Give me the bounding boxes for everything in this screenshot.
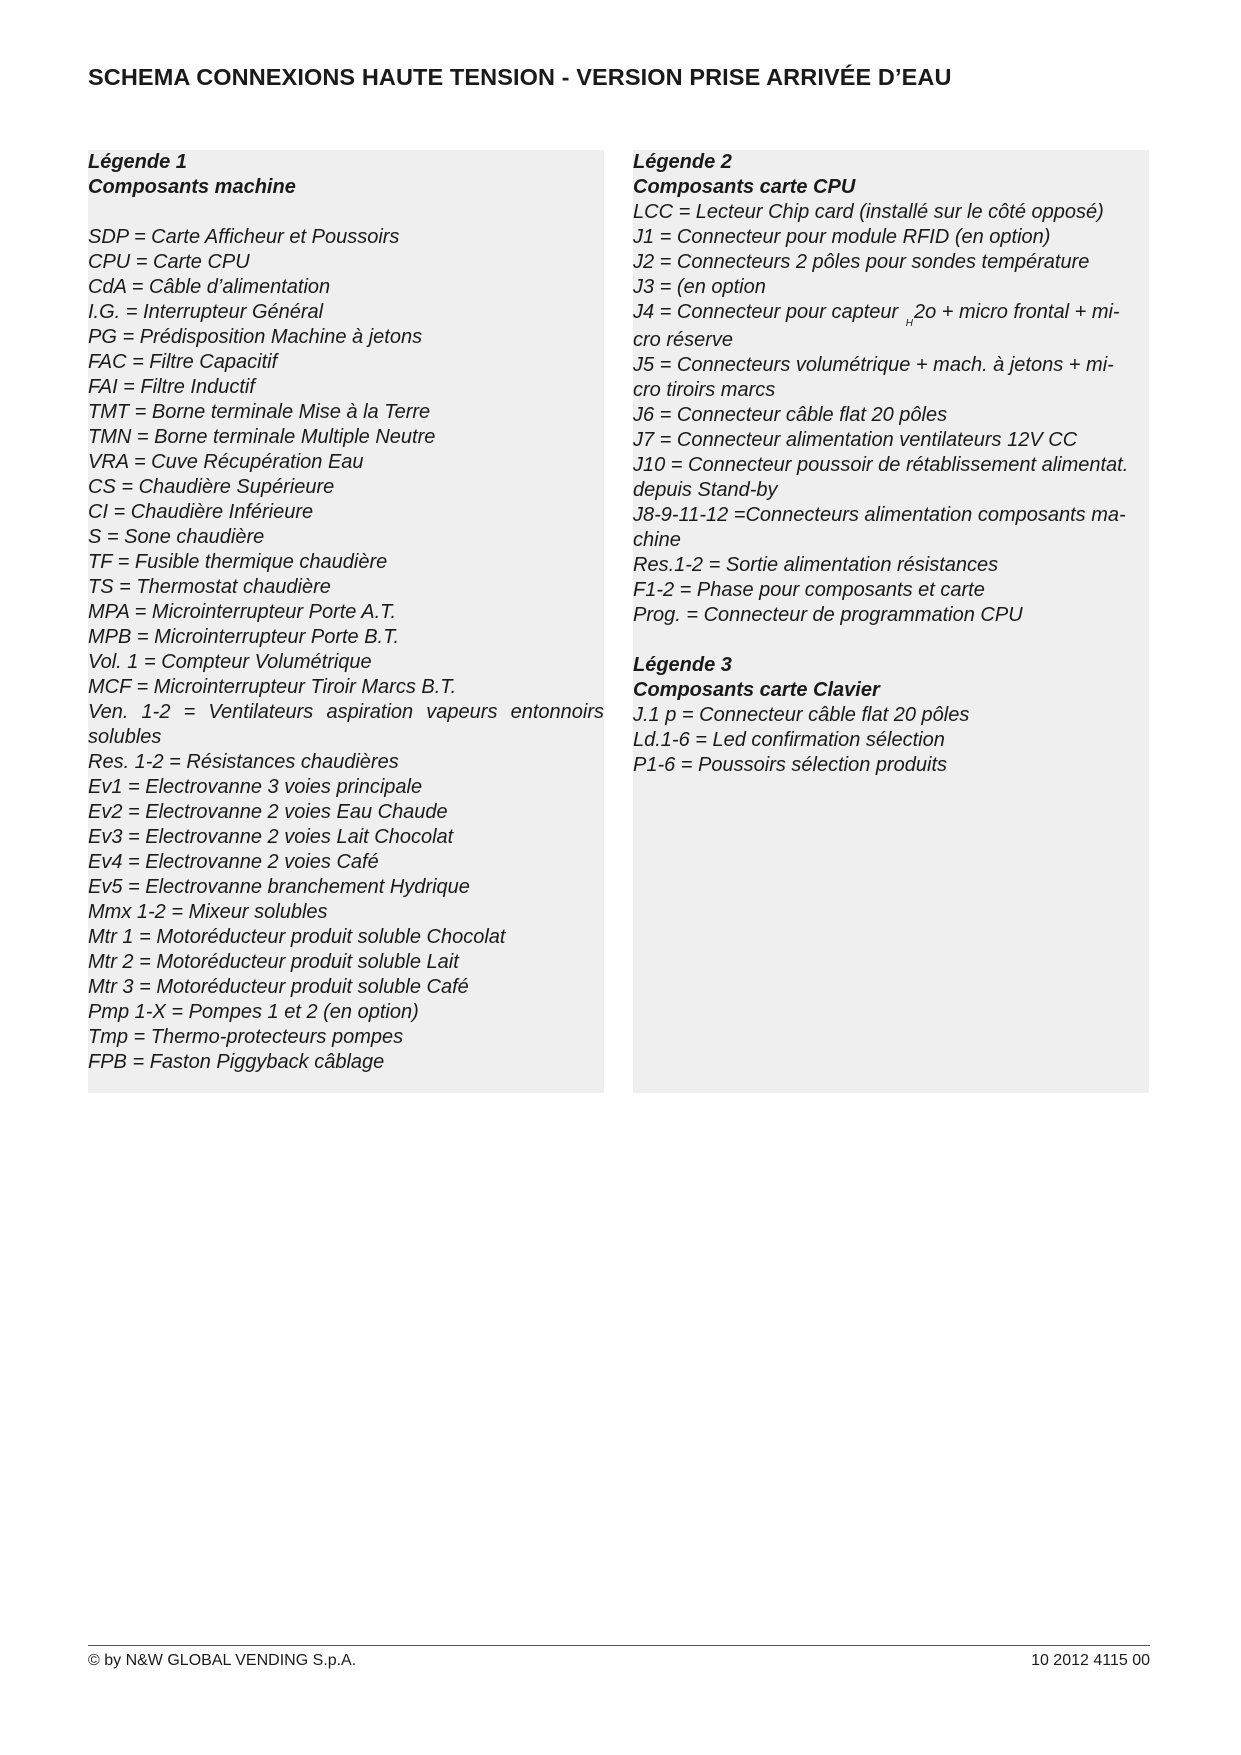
legend-item: Res.1-2 = Sortie alimentation résistances [633, 554, 999, 576]
legend-item: Ld.1-6 = Led confirmation sélection [633, 729, 945, 751]
legend-item: Mtr 1 = Motoréducteur produit soluble Chocolat [88, 926, 506, 948]
legend-item: TMT = Borne terminale Mise à la Terre [88, 401, 431, 423]
legend-item-text: 2o + micro frontal + mi- [913, 301, 1120, 323]
legend-item: CdA = Câble d’alimentation [88, 276, 331, 298]
legend-1-heading: Légende 1 [88, 151, 187, 173]
legend-1-panel [88, 150, 604, 1093]
footer-copyright: © by N&W GLOBAL VENDING S.p.A. [88, 1652, 357, 1669]
legend-item: TF = Fusible thermique chaudière [88, 551, 388, 573]
spacer [88, 200, 604, 225]
legend-item: cro réserve [633, 329, 734, 351]
legend-item: Ven. 1-2 = Ventilateurs aspiration vapeurs entonnoirs [88, 701, 604, 723]
legend-2-3-panel [633, 150, 1149, 1093]
legend-2-subheading: Composants carte CPU [633, 176, 856, 198]
legend-item: MCF = Microinterrupteur Tiroir Marcs B.T. [88, 676, 457, 698]
legend-item: Mtr 2 = Motoréducteur produit soluble Lait [88, 951, 459, 973]
legend-item: MPB = Microinterrupteur Porte B.T. [88, 626, 400, 648]
legend-item: SDP = Carte Afficheur et Poussoirs [88, 226, 400, 248]
legend-item: J6 = Connecteur câble flat 20 pôles [633, 404, 948, 426]
legend-item: LCC = Lecteur Chip card (installé sur le côté opposé) [633, 201, 1104, 223]
legend-item: VRA = Cuve Récupération Eau [88, 451, 364, 473]
footer-divider [88, 1645, 1150, 1646]
legend-item: Tmp = Thermo-protecteurs pompes [88, 1026, 404, 1048]
legend-item: TS = Thermostat chaudière [88, 576, 331, 598]
legend-1-list [88, 150, 604, 1075]
spacer [633, 628, 1149, 653]
legend-item: Ev2 = Electrovanne 2 voies Eau Chaude [88, 801, 448, 823]
legend-item: TMN = Borne terminale Multiple Neutre [88, 426, 436, 448]
legend-item: F1-2 = Phase pour composants et carte [633, 579, 985, 601]
legend-2-heading: Légende 2 [633, 151, 732, 173]
legend-item: P1-6 = Poussoirs sélection produits [633, 754, 948, 776]
legend-item: J1 = Connecteur pour module RFID (en option) [633, 226, 1051, 248]
legend-item: I.G. = Interrupteur Général [88, 301, 324, 323]
legend-3-subheading: Composants carte Clavier [633, 679, 880, 701]
legend-item: J7 = Connecteur alimentation ventilateurs 12V CC [633, 429, 1078, 451]
legend-item: S = Sone chaudière [88, 526, 265, 548]
legend-item: CPU = Carte CPU [88, 251, 250, 273]
page-title: SCHEMA CONNEXIONS HAUTE TENSION - VERSION PRISE ARRIVÉE D’EAU [88, 64, 952, 90]
legend-item: solubles [88, 726, 162, 748]
subscript-h: H [905, 318, 913, 329]
footer-document-number: 10 2012 4115 00 [1031, 1652, 1150, 1669]
legend-item: J10 = Connecteur poussoir de rétablissement alimentat. [633, 454, 1129, 476]
legend-item: Ev1 = Electrovanne 3 voies principale [88, 776, 423, 798]
legend-item: MPA = Microinterrupteur Porte A.T. [88, 601, 397, 623]
legend-item: Res. 1-2 = Résistances chaudières [88, 751, 399, 773]
legend-item-text: J4 = Connecteur pour capteur [633, 301, 899, 323]
legend-item: J5 = Connecteurs volumétrique + mach. à jetons + mi- [633, 354, 1114, 376]
legend-item: J.1 p = Connecteur câble flat 20 pôles [633, 704, 970, 726]
legend-item: J3 = (en option [633, 276, 766, 298]
legend-item: cro tiroirs marcs [633, 379, 776, 401]
legend-item-j4 [633, 300, 1149, 328]
legend-item: Mtr 3 = Motoréducteur produit soluble Café [88, 976, 469, 998]
legend-item: Ev5 = Electrovanne branchement Hydrique [88, 876, 470, 898]
legend-item: Pmp 1-X = Pompes 1 et 2 (en option) [88, 1001, 419, 1023]
legend-item: J8-9-11-12 =Connecteurs alimentation composants ma- [633, 504, 1126, 526]
legend-item: CI = Chaudière Inférieure [88, 501, 314, 523]
legend-item: Ev4 = Electrovanne 2 voies Café [88, 851, 379, 873]
legend-item: Prog. = Connecteur de programmation CPU [633, 604, 1023, 626]
legend-item: CS = Chaudière Supérieure [88, 476, 335, 498]
legend-item: depuis Stand-by [633, 479, 778, 501]
legend-2-list [633, 150, 1149, 778]
legend-item: Vol. 1 = Compteur Volumétrique [88, 651, 372, 673]
legend-item: chine [633, 529, 681, 551]
legend-item: J2 = Connecteurs 2 pôles pour sondes température [633, 251, 1090, 273]
legend-3-heading: Légende 3 [633, 654, 732, 676]
legend-item: Mmx 1-2 = Mixeur solubles [88, 901, 328, 923]
legend-item: Ev3 = Electrovanne 2 voies Lait Chocolat [88, 826, 454, 848]
legend-1-subheading: Composants machine [88, 176, 296, 198]
legend-item: FAC = Filtre Capacitif [88, 351, 278, 373]
legend-item: FPB = Faston Piggyback câblage [88, 1051, 385, 1073]
legend-item: PG = Prédisposition Machine à jetons [88, 326, 423, 348]
legend-item: FAI = Filtre Inductif [88, 376, 255, 398]
